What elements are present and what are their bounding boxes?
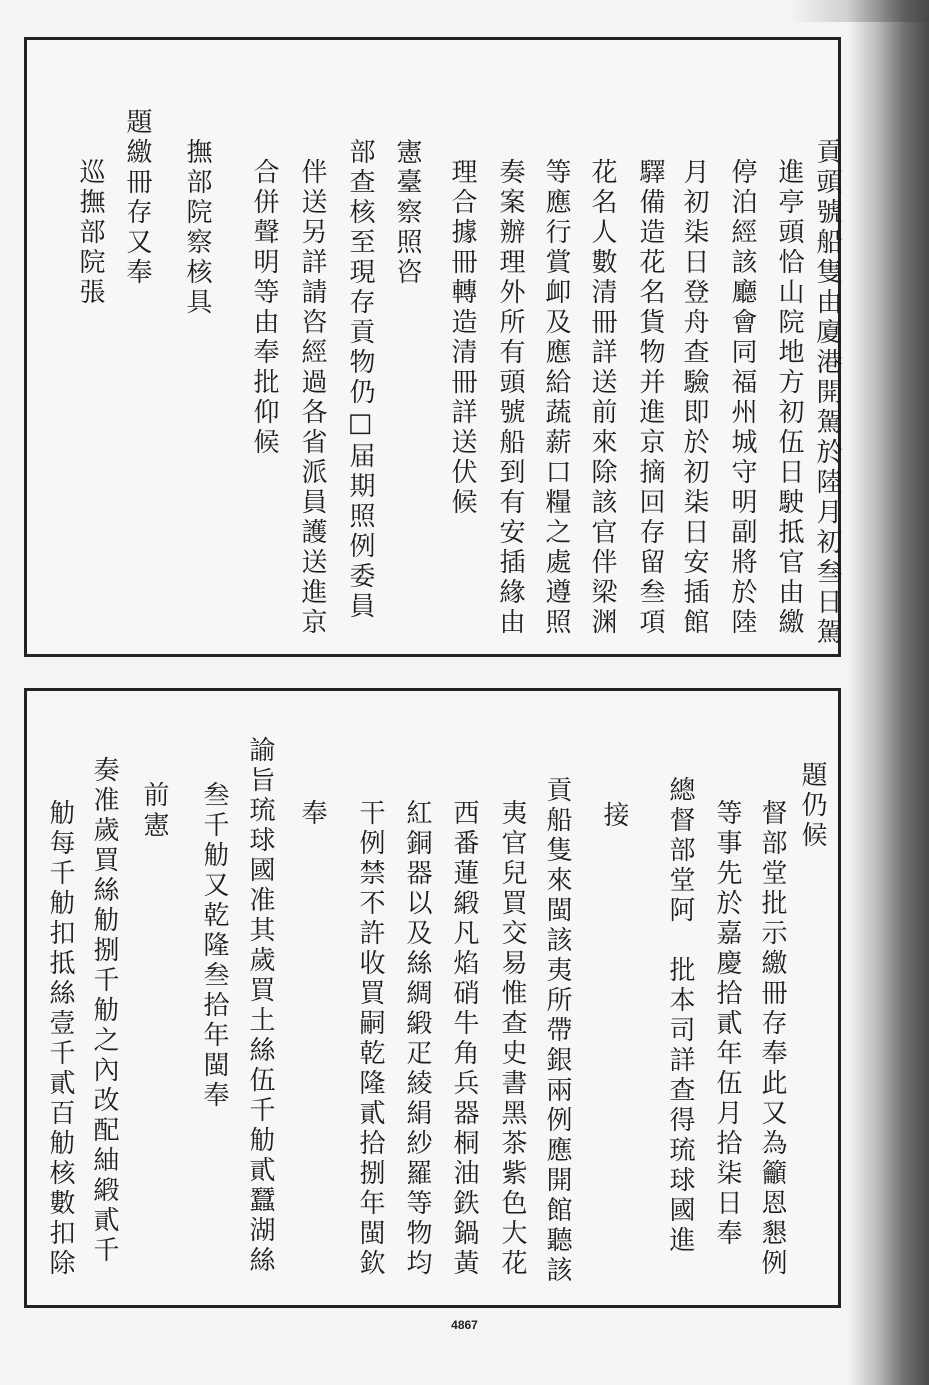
text-column: 等事先於嘉慶拾貳年伍月拾柒日奉: [712, 799, 742, 1249]
page-corner-shadow: [790, 0, 929, 22]
page-number: 4867: [451, 1318, 478, 1332]
text-column: 伴送另詳請咨經過各省派員護送進京: [297, 158, 327, 638]
text-column: 部查核至現存貢物仍□届期照例委員: [345, 138, 375, 622]
text-column: 諭旨琉球國准其歲買土絲伍千觔貳蠶湖絲: [245, 736, 275, 1276]
text-column: 憲臺察照咨: [392, 138, 422, 288]
text-column: 干例禁不許收買嗣乾隆貳拾捌年閩欽: [355, 799, 385, 1279]
text-column: 前憲: [139, 781, 169, 841]
text-column: 奏准歲買絲觔捌千觔之內改配紬緞貳千: [89, 756, 119, 1266]
text-column: 進亭頭恰山院地方初伍日駛抵官由繳: [774, 158, 804, 638]
text-column: 觔每千觔扣抵絲壹千貳百觔核數扣除: [45, 799, 75, 1279]
text-column: 月初柒日登舟查驗即於初柒日安插館: [679, 158, 709, 638]
text-column: 停泊經該廳會同福州城守明副將於陸: [727, 158, 757, 638]
text-column: 巡撫部院張: [75, 158, 105, 308]
text-column: 西番蓮緞凡焰硝牛角兵器桐油鉄鍋黃: [449, 799, 479, 1279]
page-binding-shadow: [848, 0, 929, 1385]
text-column: 叁千觔又乾隆叁拾年閩奉: [199, 781, 229, 1111]
text-column: 題繳冊存又奉: [122, 108, 152, 288]
top-text-panel: [24, 37, 841, 657]
text-column: 等應行賞卹及應給蔬薪口糧之處遵照: [541, 158, 571, 638]
text-column: 奉: [297, 799, 327, 829]
bottom-text-panel: [24, 688, 841, 1308]
text-column: 理合據冊轉造清冊詳送伏候: [447, 158, 477, 518]
text-column: 合併聲明等由奉批仰候: [249, 158, 279, 458]
text-column: 驛備造花名貨物并進京摘回存留叁項: [635, 158, 665, 638]
text-column: 夷官兒買交易惟查史書黑茶紫色大花: [497, 799, 527, 1279]
text-column: 總督部堂阿 批本司詳查得琉球國進: [665, 776, 695, 1256]
text-column: 貢船隻來閩該夷所帶銀兩例應開館聽該: [542, 776, 572, 1286]
text-column: 督部堂批示繳冊存奉此又為籲恩懇例: [757, 799, 787, 1279]
text-column: 撫部院察核具: [182, 138, 212, 318]
text-column: 花名人數清冊詳送前來除該官伴梁渊: [587, 158, 617, 638]
text-column: 題仍候: [797, 761, 827, 851]
text-column: 貢頭號船隻由廈港開駕於陸月初叁日駕: [812, 138, 842, 648]
text-column: 奏案辦理外所有頭號船到有安插緣由: [495, 158, 525, 638]
text-column: 接: [599, 801, 629, 831]
text-column: 紅銅器以及絲綢緞疋綾絹紗羅等物均: [402, 799, 432, 1279]
